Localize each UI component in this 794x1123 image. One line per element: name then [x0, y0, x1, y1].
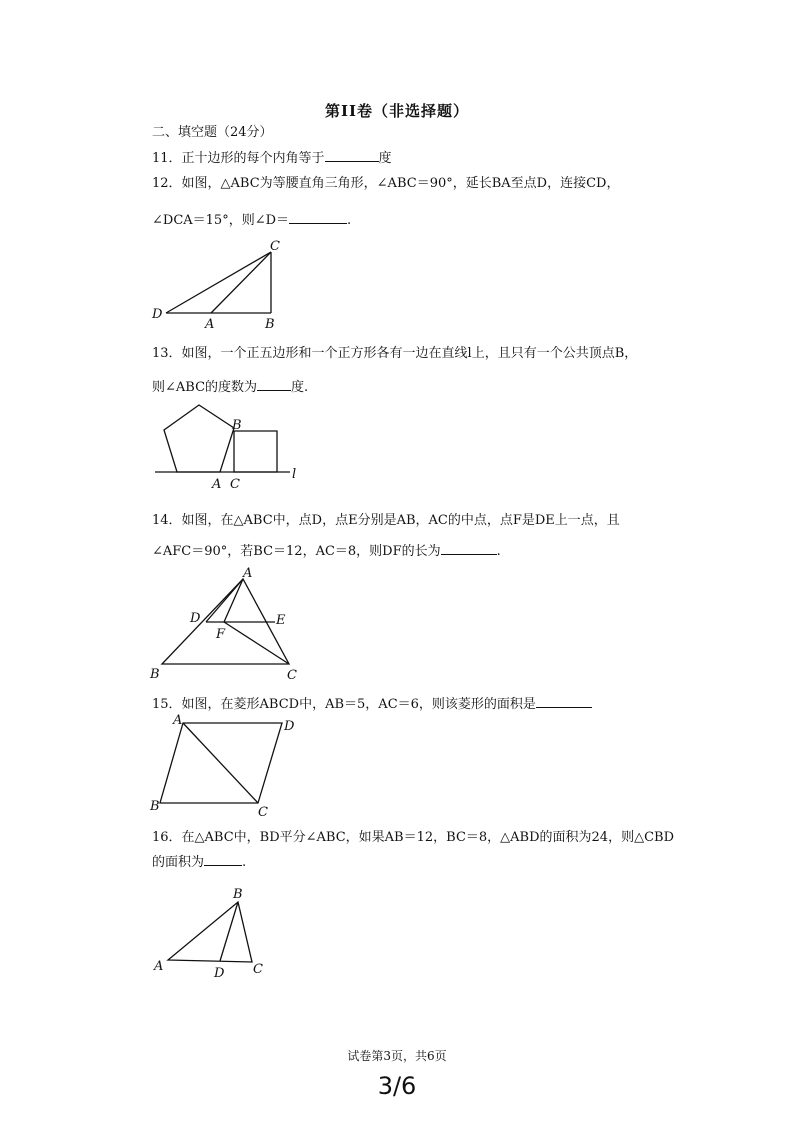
label-b: B [150, 799, 160, 814]
triangle-abc [168, 902, 252, 962]
label-b: B [232, 418, 242, 433]
label-c: C [270, 239, 280, 254]
question-13-unit: 度. [291, 380, 309, 395]
question-13-text: 则∠ABC的度数为 [152, 380, 258, 395]
page-title: 第II卷（非选择题） [324, 102, 470, 120]
question-16-period: . [242, 855, 247, 870]
question-15-text: 15．如图，在菱形ABCD中，AB＝5，AC＝6，则该菱形的面积是 [152, 697, 536, 712]
segment-bd [220, 902, 238, 961]
label-d: D [152, 307, 163, 322]
page-footer: 试卷第3页，共6页 [347, 1049, 447, 1063]
label-d: D [284, 719, 295, 734]
question-14-period: . [496, 544, 501, 559]
label-a: A [212, 477, 222, 492]
label-c: C [230, 477, 240, 492]
label-d: D [190, 611, 201, 626]
label-b: B [150, 667, 160, 682]
question-12-line-1: 12．如图，△ABC为等腰直角三角形，∠ABC＝90°，延长BA至点D，连接CD， [152, 176, 620, 191]
section-heading: 二、填空题（24分） [152, 125, 273, 140]
question-13-line-1: 13．如图，一个正五边形和一个正方形各有一边在直线l上，且只有一个公共顶点B， [152, 346, 638, 361]
page-indicator: 3/6 [377, 1072, 417, 1100]
label-f: F [216, 627, 226, 642]
label-e: E [276, 613, 286, 628]
label-c: C [253, 962, 263, 977]
label-a: A [205, 317, 215, 332]
question-11-text: 11．正十边形的每个内角等于 [152, 151, 325, 166]
question-12-text: ∠DCA＝15°，则∠D＝ [152, 213, 290, 228]
question-14-line-1: 14．如图，在△ABC中，点D，点E分别是AB，AC的中点，点F是DE上一点，且 [152, 513, 620, 528]
label-d: D [214, 966, 225, 981]
label-c: C [287, 668, 297, 683]
question-11-unit: 度 [378, 151, 392, 166]
question-12-period: . [347, 213, 352, 228]
label-c: C [258, 805, 268, 820]
question-16-text: 的面积为 [152, 855, 205, 870]
question-16-line-1: 16．在△ABC中，BD平分∠ABC，如果AB＝12，BC＝8，△ABD的面积为24，则△CBD [152, 830, 674, 845]
label-l: l [292, 467, 297, 482]
label-b: B [265, 317, 275, 332]
question-14-text: ∠AFC＝90°，若BC＝12，AC＝8，则DF的长为 [152, 544, 441, 559]
label-a: A [243, 566, 253, 581]
label-a: A [173, 713, 183, 728]
label-a: A [154, 959, 164, 974]
label-b: B [233, 887, 243, 902]
